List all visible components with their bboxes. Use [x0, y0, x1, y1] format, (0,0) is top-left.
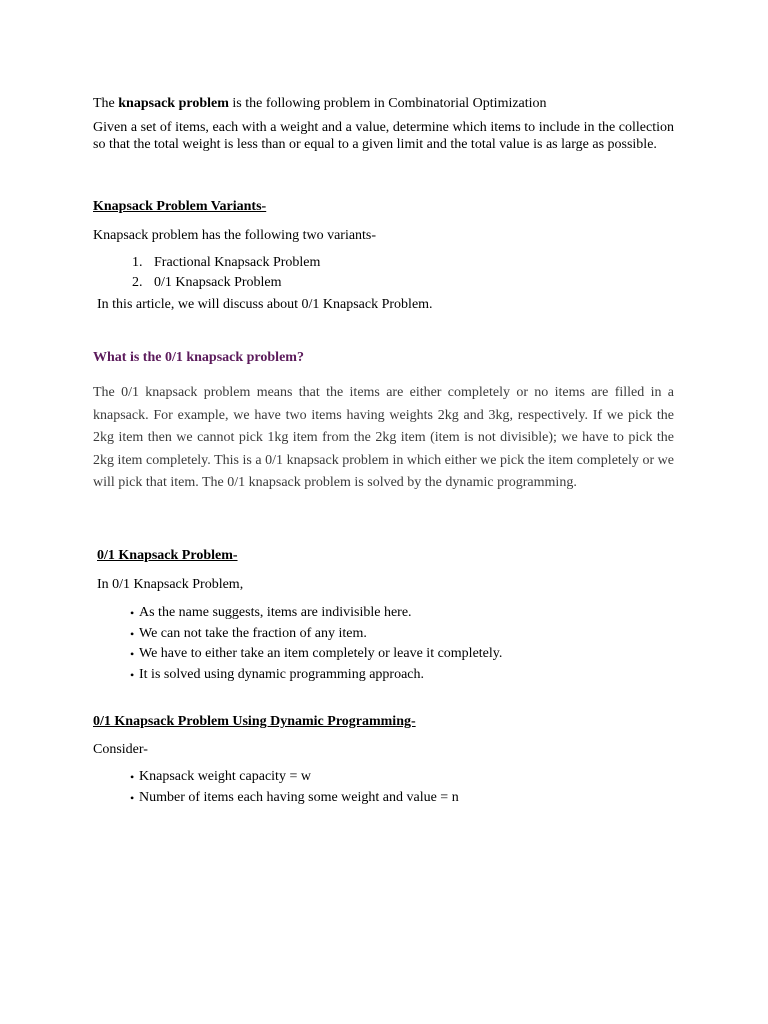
list-item [132, 273, 320, 293]
what-is-heading: What is the 0/1 knapsack problem? [93, 350, 304, 365]
list-item: • Number of items each having some weight and value = n [130, 788, 459, 809]
list-item [132, 253, 320, 273]
intro-suffix: is the following problem in Combinatorial Optimization [232, 96, 547, 111]
intro-prefix: The [93, 96, 115, 111]
variants-closing: In this article, we will discuss about 0/1 Knapsack Problem. [97, 297, 433, 312]
zero-one-heading: 0/1 Knapsack Problem- [97, 548, 238, 563]
what-is-paragraph: The 0/1 knapsack problem means that the items are either completely or no items are filled in a knapsack. For example, we have two items having weights 2kg and 3kg, respectively. If we pick the 2kg item then we cannot pick 1kg item from the 2kg item (item is not divisible); we have to pick the 2kg item completely. This is a 0/1 knapsack problem in which either we pick the item completely or we will pick that item. The 0/1 knapsack problem is solved by the dynamic programming. [93, 385, 674, 490]
list-item: • It is solved using dynamic programming approach. [130, 665, 502, 686]
list-text: 0/1 Knapsack Problem [154, 275, 282, 290]
list-number: 2. [132, 275, 143, 290]
dp-bullets [130, 767, 459, 808]
list-item: • We have to either take an item completely or leave it completely. [130, 644, 502, 665]
zero-one-lead: In 0/1 Knapsack Problem, [97, 577, 244, 592]
zero-one-bullets [130, 603, 502, 685]
list-item: • Knapsack weight capacity = w [130, 767, 459, 788]
list-number: 1. [132, 255, 143, 270]
intro-line [93, 95, 547, 112]
variants-lead: Knapsack problem has the following two variants- [93, 228, 377, 243]
variants-list [132, 253, 320, 293]
definition-paragraph: Given a set of items, each with a weight and a value, determine which items to include in the collection so that the total weight is less than or equal to a given limit and the total value is as large as possible. [93, 120, 674, 152]
list-item: • We can not take the fraction of any item. [130, 624, 502, 645]
dp-lead: Consider- [93, 742, 148, 757]
dp-heading: 0/1 Knapsack Problem Using Dynamic Programming- [93, 714, 416, 729]
list-item: • As the name suggests, items are indivisible here. [130, 603, 502, 624]
intro-term: knapsack problem [118, 96, 229, 111]
list-text: Fractional Knapsack Problem [154, 255, 321, 270]
variants-heading: Knapsack Problem Variants- [93, 199, 267, 214]
